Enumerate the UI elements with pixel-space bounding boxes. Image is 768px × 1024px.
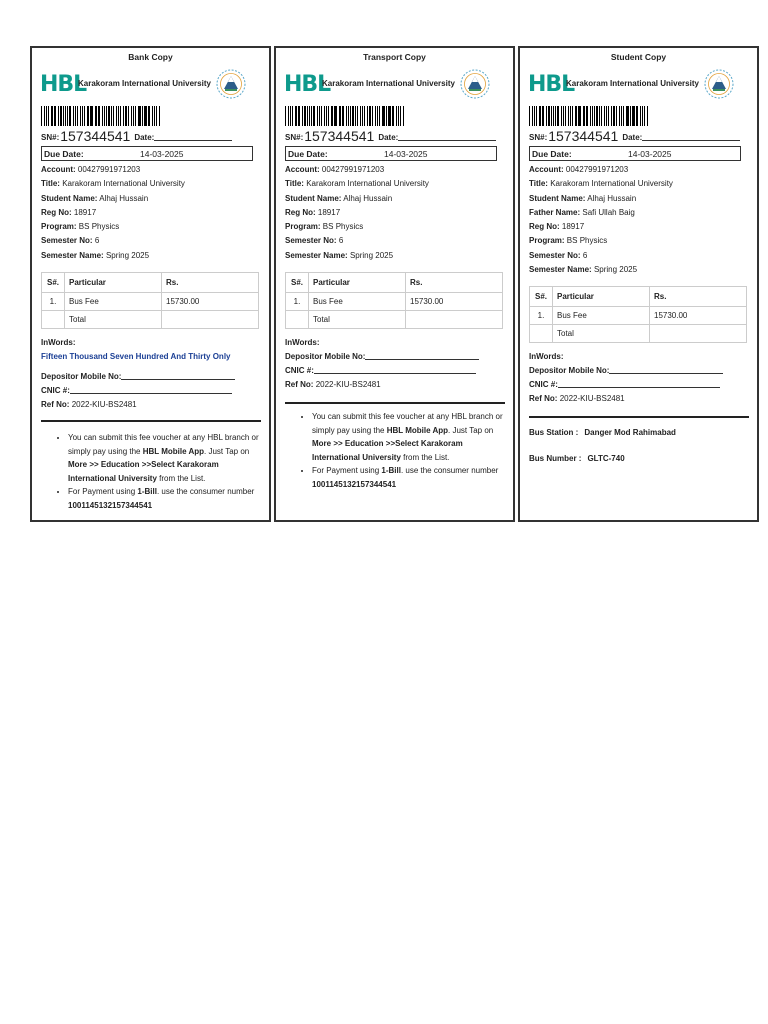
brand-header bbox=[32, 68, 269, 102]
semester-name-label: Semester Name: bbox=[285, 250, 348, 260]
mobile-input-line[interactable] bbox=[121, 371, 235, 380]
ref-label: Ref No: bbox=[529, 394, 558, 403]
divider bbox=[285, 402, 505, 404]
barcode bbox=[285, 106, 405, 126]
account-value: 00427991971203 bbox=[77, 165, 141, 174]
due-date-value: 14-03-2025 bbox=[140, 149, 184, 159]
cnic-input-line[interactable] bbox=[558, 379, 720, 388]
serial-number: 157344541 bbox=[60, 128, 131, 144]
instructions-list bbox=[54, 431, 268, 512]
serial-number: 157344541 bbox=[304, 128, 375, 144]
col-sno-header: S#. bbox=[530, 287, 553, 307]
account-value: 00427991971203 bbox=[565, 165, 629, 174]
title-label: Title: bbox=[285, 179, 304, 189]
instruction-item: • For Payment using 1-Bill. use the consumer number 1001145132157344541 bbox=[312, 464, 512, 491]
table-header-row bbox=[286, 273, 503, 293]
student-name-value: Alhaj Hussain bbox=[343, 193, 393, 203]
program-label: Program: bbox=[41, 222, 77, 232]
instruction-item: • You can submit this fee voucher at any HBL branch or simply pay using the HBL Mobile App. Just Tap on More >> Education >>Select Karakoram International University from the List. bbox=[312, 410, 512, 464]
divider bbox=[41, 420, 261, 422]
hbl-logo: HBL bbox=[284, 72, 331, 97]
account-value: 00427991971203 bbox=[321, 165, 385, 174]
table-row bbox=[530, 307, 747, 325]
copy-title: Transport Copy bbox=[363, 52, 426, 62]
table-row bbox=[42, 293, 259, 311]
total-label: Total bbox=[553, 325, 650, 343]
hbl-logo: HBL bbox=[40, 72, 87, 97]
payment-details bbox=[285, 336, 479, 392]
reg-no-label: Reg No: bbox=[41, 207, 72, 217]
inwords-value: Fifteen Thousand Seven Hundred And Thirty Only bbox=[41, 352, 231, 361]
date-label: Date: bbox=[378, 133, 399, 142]
copy-title: Student Copy bbox=[610, 52, 667, 62]
ref-value: 2022-KIU-BS2481 bbox=[315, 380, 381, 389]
due-date-label: Due Date: bbox=[44, 149, 84, 159]
student-info bbox=[529, 163, 673, 277]
barcode bbox=[41, 106, 161, 126]
semester-no-label: Semester No: bbox=[285, 236, 337, 246]
row-amount: 15730.00 bbox=[650, 307, 747, 325]
cnic-label: CNIC #: bbox=[41, 386, 70, 395]
semester-name-value: Spring 2025 bbox=[105, 250, 150, 260]
reg-no-label: Reg No: bbox=[285, 207, 316, 217]
semester-no-label: Semester No: bbox=[529, 250, 581, 260]
row-sno: 1. bbox=[530, 307, 553, 325]
instruction-item: • You can submit this fee voucher at any HBL branch or simply pay using the HBL Mobile App. Just Tap on More >> Education >>Select Karakoram International University from the List. bbox=[68, 431, 268, 485]
university-seal-icon bbox=[459, 68, 491, 100]
fee-table bbox=[285, 272, 503, 329]
account-label: Account: bbox=[529, 165, 564, 174]
sn-label: SN#: bbox=[41, 133, 60, 142]
table-total-row bbox=[42, 311, 259, 329]
date-line bbox=[154, 132, 232, 141]
father-name-value: Safi Ullah Baig bbox=[582, 207, 635, 217]
title-label: Title: bbox=[529, 179, 548, 189]
due-date-label: Due Date: bbox=[288, 149, 328, 159]
due-date-value: 14-03-2025 bbox=[628, 149, 672, 159]
date-label: Date: bbox=[134, 133, 155, 142]
mobile-input-line[interactable] bbox=[365, 351, 479, 360]
student-name-label: Student Name: bbox=[285, 193, 342, 203]
due-date-label: Due Date: bbox=[532, 149, 572, 159]
sn-label: SN#: bbox=[285, 133, 304, 142]
table-total-row bbox=[530, 325, 747, 343]
col-particular-header: Particular bbox=[309, 273, 406, 293]
university-name: Karakoram International University bbox=[78, 79, 211, 88]
university-name: Karakoram International University bbox=[566, 79, 699, 88]
col-amount-header: Rs. bbox=[406, 273, 503, 293]
ref-label: Ref No: bbox=[41, 400, 70, 409]
table-total-row bbox=[286, 311, 503, 329]
table-row bbox=[286, 293, 503, 311]
instructions-list bbox=[298, 410, 512, 491]
divider bbox=[529, 416, 749, 418]
brand-header bbox=[276, 68, 513, 102]
row-particular: Bus Fee bbox=[65, 293, 162, 311]
serial-row bbox=[41, 128, 232, 144]
row-sno: 1. bbox=[286, 293, 309, 311]
col-particular-header: Particular bbox=[65, 273, 162, 293]
cnic-input-line[interactable] bbox=[70, 385, 232, 394]
bus-station-value: Danger Mod Rahimabad bbox=[584, 428, 676, 437]
date-label: Date: bbox=[622, 133, 643, 142]
title-value: Karakoram International University bbox=[550, 179, 673, 189]
account-label: Account: bbox=[285, 165, 320, 174]
col-amount-header: Rs. bbox=[162, 273, 259, 293]
copy-title: Bank Copy bbox=[128, 52, 173, 62]
program-label: Program: bbox=[285, 222, 321, 232]
cnic-label: CNIC #: bbox=[285, 366, 314, 375]
col-amount-header: Rs. bbox=[650, 287, 747, 307]
due-date-box bbox=[285, 146, 497, 161]
col-particular-header: Particular bbox=[553, 287, 650, 307]
serial-number: 157344541 bbox=[548, 128, 619, 144]
transport-copy-voucher bbox=[274, 46, 515, 522]
row-particular: Bus Fee bbox=[553, 307, 650, 325]
reg-no-label: Reg No: bbox=[529, 222, 560, 232]
student-info bbox=[285, 163, 429, 263]
due-date-value: 14-03-2025 bbox=[384, 149, 428, 159]
semester-no-label: Semester No: bbox=[41, 236, 93, 246]
barcode bbox=[529, 106, 649, 126]
student-name-label: Student Name: bbox=[41, 193, 98, 203]
semester-no-value: 6 bbox=[582, 250, 588, 260]
fee-table bbox=[41, 272, 259, 329]
row-amount: 15730.00 bbox=[406, 293, 503, 311]
reg-no-value: 18917 bbox=[317, 207, 341, 217]
inwords-label: InWords: bbox=[529, 352, 564, 361]
total-label: Total bbox=[309, 311, 406, 329]
col-sno-header: S#. bbox=[42, 273, 65, 293]
program-value: BS Physics bbox=[566, 236, 608, 246]
mobile-label: Depositor Mobile No: bbox=[529, 366, 610, 375]
hbl-logo: HBL bbox=[528, 72, 575, 97]
row-sno: 1. bbox=[42, 293, 65, 311]
serial-row bbox=[529, 128, 740, 144]
account-label: Account: bbox=[41, 165, 76, 174]
payment-details bbox=[41, 336, 235, 412]
student-name-value: Alhaj Hussain bbox=[99, 193, 149, 203]
semester-name-value: Spring 2025 bbox=[593, 265, 638, 275]
row-amount: 15730.00 bbox=[162, 293, 259, 311]
payment-details bbox=[529, 350, 723, 406]
semester-name-label: Semester Name: bbox=[41, 250, 104, 260]
reg-no-value: 18917 bbox=[561, 222, 585, 232]
bus-number-row bbox=[529, 454, 625, 463]
total-label: Total bbox=[65, 311, 162, 329]
row-particular: Bus Fee bbox=[309, 293, 406, 311]
date-line bbox=[398, 132, 496, 141]
inwords-label: InWords: bbox=[285, 338, 320, 347]
mobile-label: Depositor Mobile No: bbox=[285, 352, 366, 361]
ref-value: 2022-KIU-BS2481 bbox=[71, 400, 137, 409]
fee-table bbox=[529, 286, 747, 343]
university-name: Karakoram International University bbox=[322, 79, 455, 88]
university-seal-icon bbox=[215, 68, 247, 100]
date-line bbox=[642, 132, 740, 141]
ref-label: Ref No: bbox=[285, 380, 314, 389]
col-sno-header: S#. bbox=[286, 273, 309, 293]
student-name-value: Alhaj Hussain bbox=[587, 193, 637, 203]
program-value: BS Physics bbox=[78, 222, 120, 232]
reg-no-value: 18917 bbox=[73, 207, 97, 217]
bus-number-label: Bus Number : bbox=[529, 454, 582, 463]
ref-value: 2022-KIU-BS2481 bbox=[559, 394, 625, 403]
semester-name-label: Semester Name: bbox=[529, 265, 592, 275]
due-date-box bbox=[41, 146, 253, 161]
sn-label: SN#: bbox=[529, 133, 548, 142]
mobile-label: Depositor Mobile No: bbox=[41, 372, 122, 381]
bus-station-label: Bus Station : bbox=[529, 428, 579, 437]
title-value: Karakoram International University bbox=[62, 179, 185, 189]
title-label: Title: bbox=[41, 179, 60, 189]
student-info bbox=[41, 163, 185, 263]
bus-number-value: GLTC-740 bbox=[587, 454, 625, 463]
table-header-row bbox=[530, 287, 747, 307]
program-label: Program: bbox=[529, 236, 565, 246]
semester-no-value: 6 bbox=[94, 236, 100, 246]
program-value: BS Physics bbox=[322, 222, 364, 232]
father-name-label: Father Name: bbox=[529, 207, 581, 217]
university-seal-icon bbox=[703, 68, 735, 100]
title-value: Karakoram International University bbox=[306, 179, 429, 189]
brand-header bbox=[520, 68, 757, 102]
inwords-label: InWords: bbox=[41, 338, 76, 347]
serial-row bbox=[285, 128, 496, 144]
cnic-label: CNIC #: bbox=[529, 380, 558, 389]
cnic-input-line[interactable] bbox=[314, 365, 476, 374]
table-header-row bbox=[42, 273, 259, 293]
bank-copy-voucher bbox=[30, 46, 271, 522]
mobile-input-line[interactable] bbox=[609, 365, 723, 374]
student-copy-voucher bbox=[518, 46, 759, 522]
semester-name-value: Spring 2025 bbox=[349, 250, 394, 260]
instruction-item: • For Payment using 1-Bill. use the consumer number 1001145132157344541 bbox=[68, 485, 268, 512]
due-date-box bbox=[529, 146, 741, 161]
semester-no-value: 6 bbox=[338, 236, 344, 246]
student-name-label: Student Name: bbox=[529, 193, 586, 203]
bus-station-row bbox=[529, 428, 676, 437]
